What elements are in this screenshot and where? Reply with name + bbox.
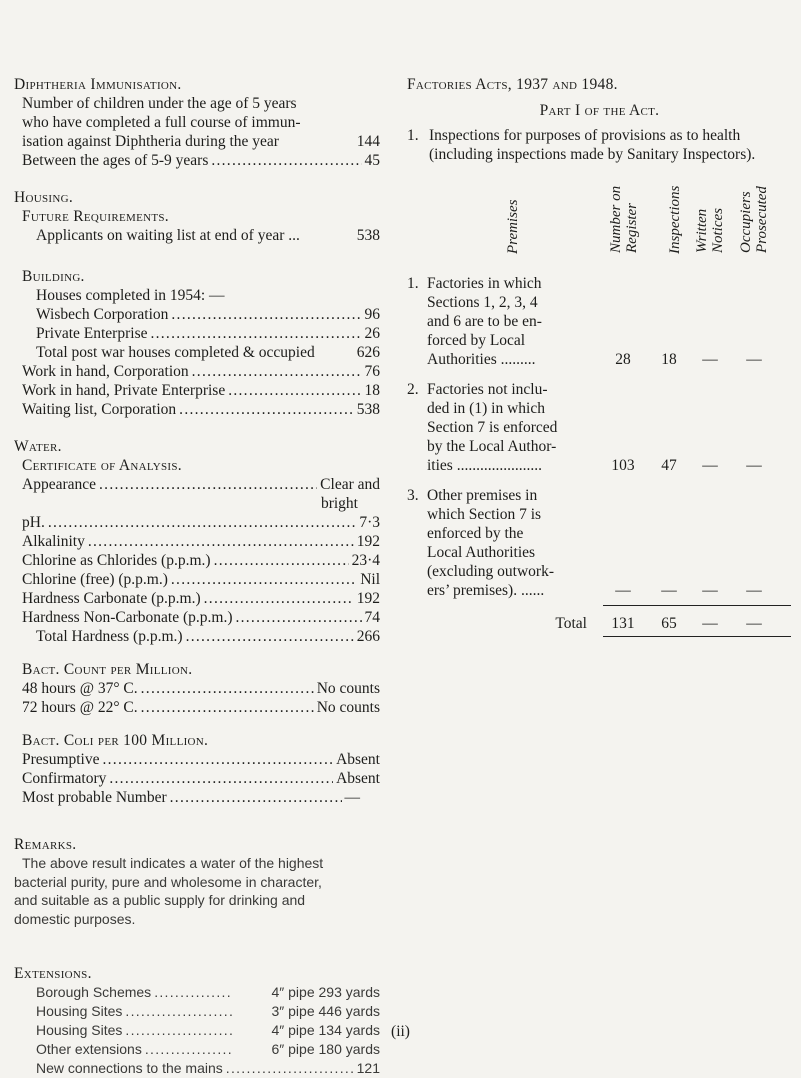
building-heading: Building. [22, 268, 85, 285]
building-row: Work in hand, Corporation . . . 76 [14, 362, 380, 381]
part-heading: Part I of the Act. [539, 102, 660, 119]
col-head-inspections: Inspections [667, 185, 683, 254]
diphtheria-5to9-row: Between the ages of 5-9 years . . . 45 [22, 151, 380, 170]
extension-row: Borough Schemes . . . 4″ pipe 293 yards [36, 983, 380, 1002]
extension-row: Housing Sites . . . 4″ pipe 134 yards [36, 1021, 380, 1040]
future-requirements-heading: Future Requirements. [22, 208, 169, 225]
certificate-heading: Certificate of Analysis. [22, 457, 182, 474]
diphtheria-line2: who have completed a full course of immun- [22, 114, 301, 131]
housing-heading: Housing. [14, 189, 74, 206]
bact-coli-row: Confirmatory . . . Absent [14, 769, 380, 788]
analysis-row: pH. . . . 7·3 [14, 513, 380, 532]
page-number: (ii) [391, 1023, 410, 1040]
appearance-row: Appearance . . . Clear and [14, 475, 380, 494]
diphtheria-heading: Diphtheria Immunisation. [14, 76, 182, 93]
building-row: Total post war houses completed & occupied 626 [36, 344, 380, 361]
water-analysis-list [14, 513, 380, 646]
appearance-value-2: bright [320, 495, 358, 512]
extension-row: Other extensions . . . 6″ pipe 180 yards [36, 1040, 380, 1059]
col-head-notices: Written Notices [694, 208, 726, 253]
analysis-row: Hardness Non-Carbonate (p.p.m.) . . . 74 [14, 608, 380, 627]
building-row: Work in hand, Private Enterprise . . . 18 [14, 381, 380, 400]
building-row: Private Enterprise . . . 26 [14, 324, 380, 343]
diphtheria-5to9-value: 45 [364, 152, 380, 169]
houses-completed-label: Houses completed in 1954: — [36, 287, 225, 304]
waiting-list-value: 538 [356, 227, 380, 244]
diphtheria-section [14, 94, 380, 170]
diphtheria-line1: Number of children under the age of 5 years [22, 95, 297, 112]
analysis-row: Hardness Carbonate (p.p.m.) . . . 192 [14, 589, 380, 608]
factories-heading: Factories Acts, 1937 and 1948. [407, 76, 618, 93]
col-head-premises: Premises [505, 199, 521, 254]
new-connections-row: New connections to the mains . . . 121 [36, 1059, 380, 1078]
extensions-heading: Extensions. [14, 965, 92, 982]
total-top-rule [603, 605, 791, 606]
bact-count-row: 48 hours @ 37° C. . . . No counts [14, 679, 380, 698]
bact-coli-row: Presumptive . . . Absent [14, 750, 380, 769]
building-row: Waiting list, Corporation . . . 538 [14, 400, 380, 419]
analysis-row: Alkalinity . . . 192 [14, 532, 380, 551]
diphtheria-under5-value: 144 [356, 133, 380, 150]
water-heading: Water. [14, 438, 62, 455]
bact-coli-heading: Bact. Coli per 100 Million. [22, 732, 209, 749]
bact-count-row: 72 hours @ 22° C. . . . No counts [14, 698, 380, 717]
bact-count-heading: Bact. Count per Million. [22, 661, 193, 678]
total-bottom-rule [603, 636, 791, 637]
remarks-heading: Remarks. [14, 836, 77, 853]
factories-table: Premises Number on Register Inspections Written Notices Occupiers Prosecuted 1. Factories in which Sections 1, 2, 3, 4 and 6 are to be en- forced by Local Authorities ......... 28 18 — — 2. Factories not inclu- ded in (1) in which Section 7 is enforced by the Local Author- ities ...................... 103 47 — — 3. Other premises in which Section 7 is enforced by the Local Authorities (excluding outwork- ers’ premises). ...... — — — — Total 131 65 — — [407, 174, 792, 644]
right-column [407, 75, 792, 644]
analysis-row: Chlorine (free) (p.p.m.) . . . Nil [14, 570, 380, 589]
extension-row: Housing Sites . . . 3″ pipe 446 yards [36, 1002, 380, 1021]
col-head-occupiers: Occupiers Prosecuted [738, 186, 770, 253]
factories-intro: 1. Inspections for purposes of provisions as to health (including inspections made by Sanitary Inspectors). [407, 127, 756, 163]
waiting-list-row: Applicants on waiting list at end of year ... 538 [36, 227, 380, 244]
remarks-text: The above result indicates a water of the highest bacterial purity, pure and wholesome in character, and suitable as a public supply for drinking and domestic purposes. [14, 855, 324, 927]
appearance-value: Clear and [320, 476, 380, 493]
building-list [14, 305, 380, 419]
left-column [14, 75, 380, 1078]
col-head-register: Number on Register [608, 185, 640, 253]
diphtheria-under5-row [22, 132, 380, 151]
diphtheria-line3: isation against Diphtheria during the year [22, 133, 279, 150]
total-hardness-row: Total Hardness (p.p.m.) . . . 266 [14, 627, 380, 646]
bact-coli-row: Most probable Number . . . — [14, 788, 380, 807]
building-row: Wisbech Corporation . . . 96 [14, 305, 380, 324]
analysis-row: Chlorine as Chlorides (p.p.m.) . . . 23·4 [14, 551, 380, 570]
